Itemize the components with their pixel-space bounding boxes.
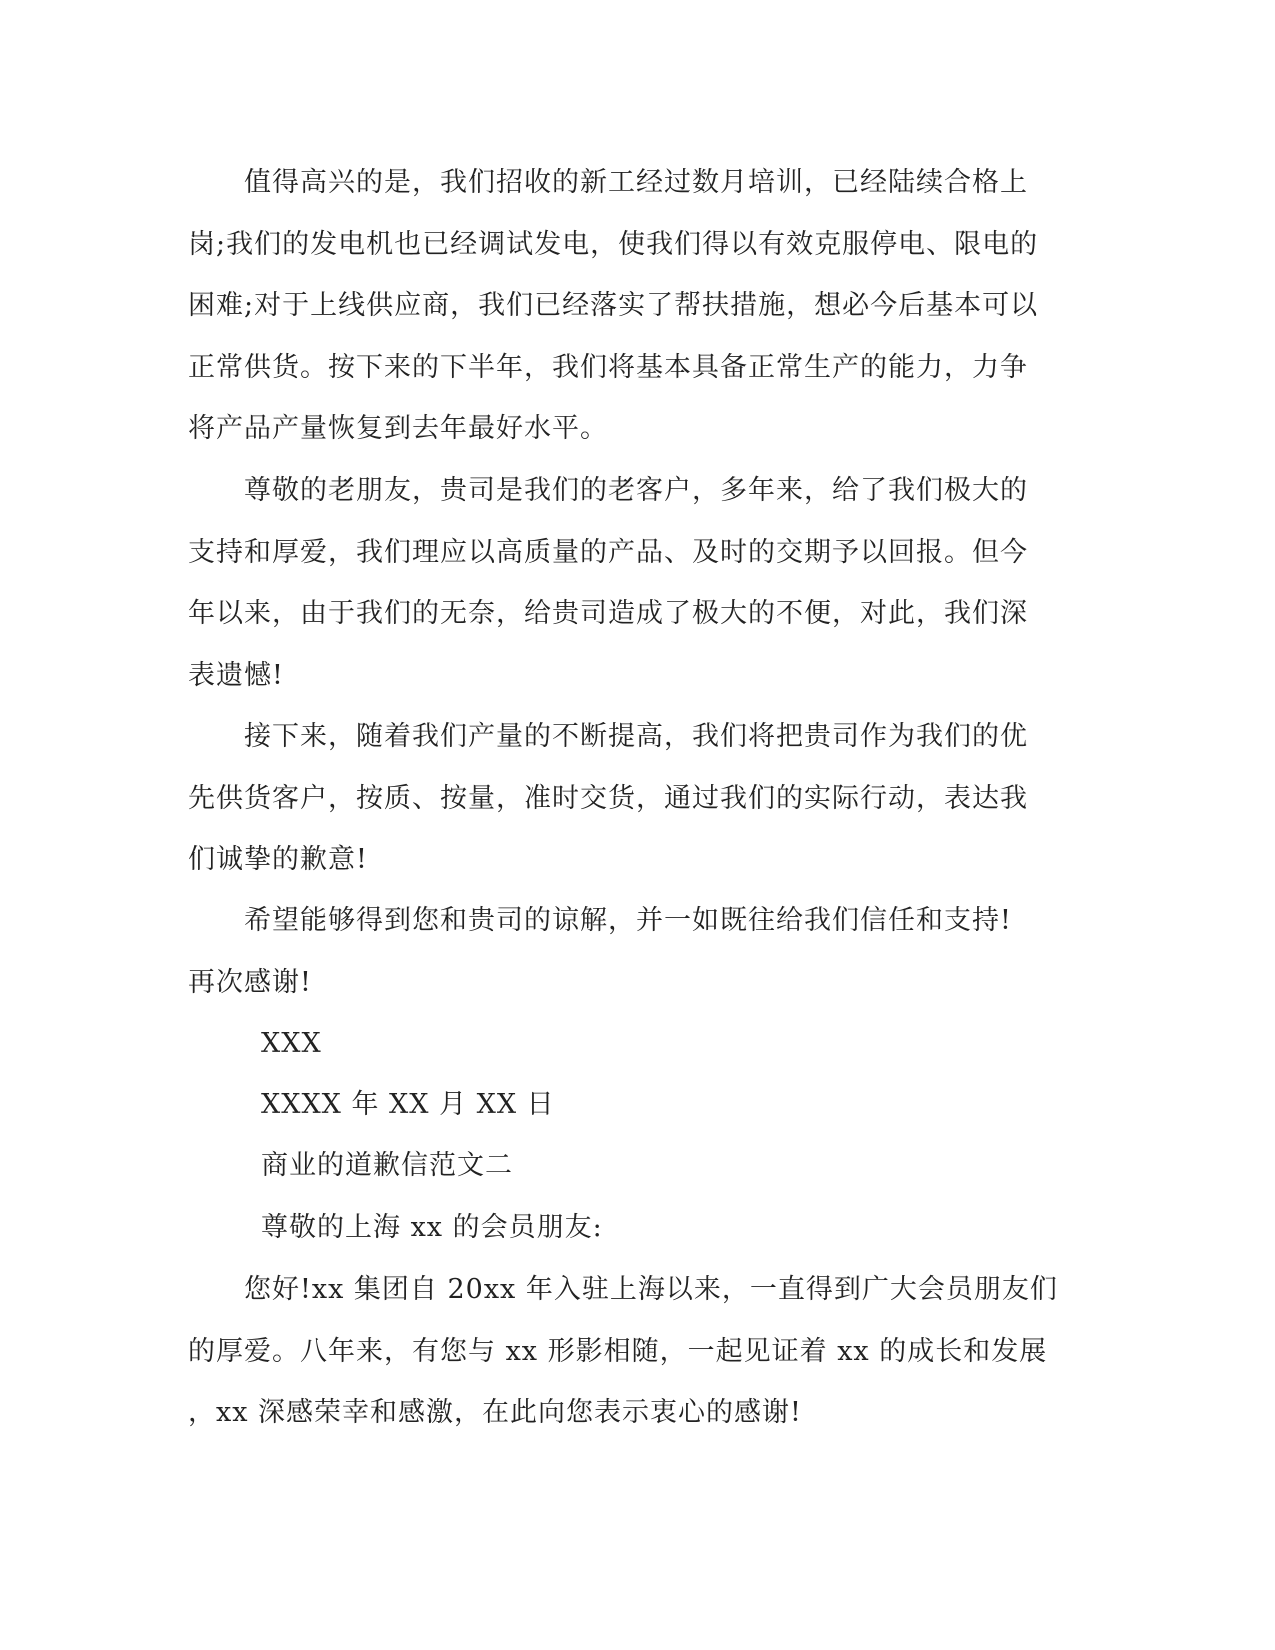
paragraph-line: 将产品产量恢复到去年最好水平。 [188,413,608,444]
section-title: 商业的道歉信范文二 [261,1150,513,1181]
paragraph-line: ，xx 深感荣幸和感激，在此向您表示衷心的感谢! [188,1397,802,1428]
paragraph-line: 的厚爱。八年来，有您与 xx 形影相随，一起见证着 xx 的成长和发展 [188,1335,1048,1367]
paragraph-1 [188,152,1083,460]
date: XXXX 年 XX 月 XX 日 [261,1089,555,1120]
paragraph-line: 年以来，由于我们的无奈，给贵司造成了极大的不便，对此，我们深 [188,598,1028,629]
paragraph-line: 接下来，随着我们产量的不断提高，我们将把贵司作为我们的优 [188,721,1028,752]
signature: XXX [261,1028,322,1059]
salutation: 尊敬的上海 xx 的会员朋友: [261,1212,603,1243]
paragraph-line: 希望能够得到您和贵司的谅解，并一如既往给我们信任和支持! [188,905,1012,936]
paragraph-5 [188,1259,1083,1444]
paragraph-line: 困难;对于上线供应商，我们已经落实了帮扶措施，想必今后基本可以 [188,290,1039,321]
paragraph-3 [188,706,1083,891]
paragraph-line: 正常供货。按下来的下半年，我们将基本具备正常生产的能力，力争 [188,351,1028,383]
paragraph-2 [188,460,1083,706]
paragraph-4 [188,890,1083,1013]
paragraph-line: 您好!xx 集团自 20xx 年入驻上海以来，一直得到广大会员朋友们 [188,1274,1058,1305]
paragraph-line: 尊敬的老朋友，贵司是我们的老客户，多年来，给了我们极大的 [188,475,1028,506]
paragraph-line: 值得高兴的是，我们招收的新工经过数月培训，已经陆续合格上 [188,167,1028,198]
paragraph-line: 岗;我们的发电机也已经调试发电，使我们得以有效克服停电、限电的 [188,228,1039,260]
paragraph-line: 们诚挚的歉意! [188,844,368,875]
paragraph-line: 再次感谢! [188,966,312,998]
paragraph-line: 先供货客户，按质、按量，准时交货，通过我们的实际行动，表达我 [188,782,1028,814]
paragraph-line: 支持和厚爱，我们理应以高质量的产品、及时的交期予以回报。但今 [188,536,1028,568]
paragraph-line: 表遗憾! [188,659,284,691]
